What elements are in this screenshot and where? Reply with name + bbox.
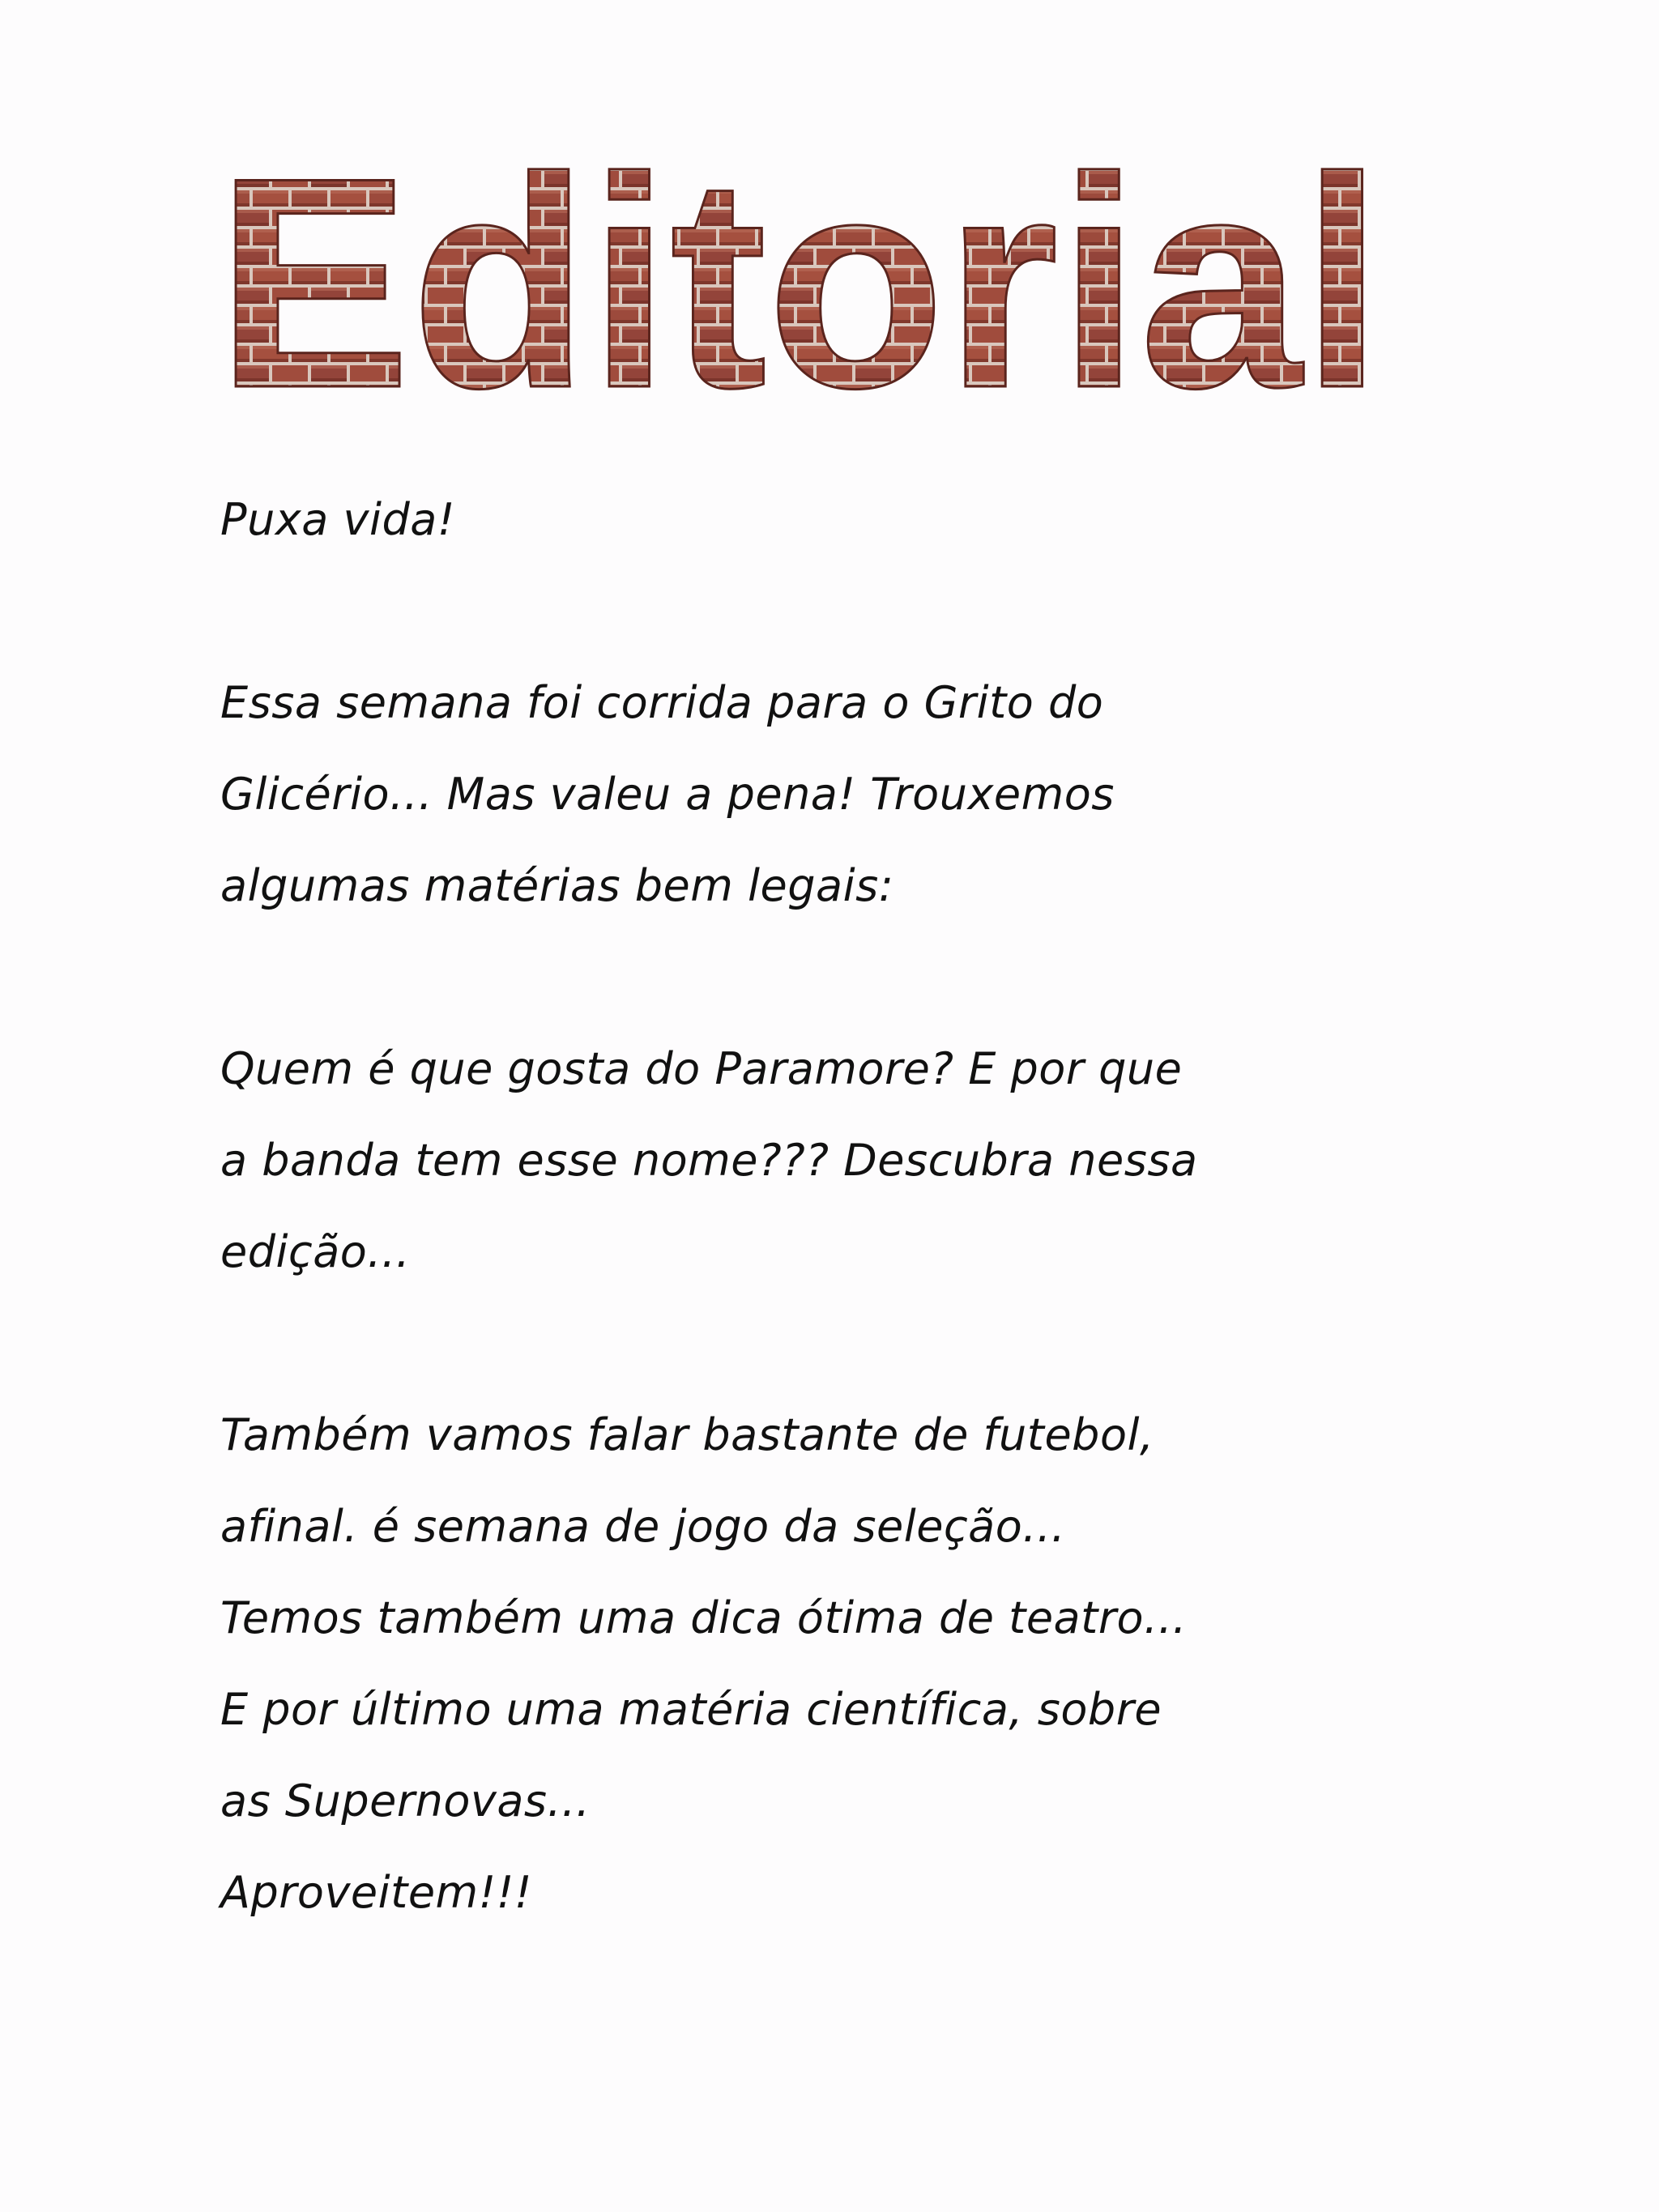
text-line: Glicério... Mas valeu a pena! Trouxemos	[220, 769, 1115, 820]
paragraph-2	[220, 657, 1387, 931]
paragraph-4	[220, 1389, 1387, 1938]
text-line: a banda tem esse nome??? Descubra nessa	[220, 1135, 1198, 1186]
editorial-title: Editorial	[216, 150, 1383, 417]
paragraph-gap	[220, 1298, 1387, 1389]
editorial-title-logo	[212, 150, 1387, 417]
paragraph-1	[220, 474, 1387, 565]
text-line: E por último uma matéria científica, sobre	[220, 1684, 1162, 1735]
text-line: Também vamos falar bastante de futebol,	[220, 1409, 1154, 1460]
text-line: Temos também uma dica ótima de teatro...	[220, 1592, 1188, 1643]
text-line: Puxa vida!	[220, 494, 455, 545]
text-line: Essa semana foi corrida para o Grito do	[220, 677, 1104, 728]
text-line: edição...	[220, 1226, 411, 1277]
paragraph-3	[220, 1023, 1387, 1298]
text-line: as Supernovas...	[220, 1775, 591, 1826]
text-line: afinal. é semana de jogo da seleção...	[220, 1501, 1066, 1552]
brick-title-graphic	[212, 150, 1387, 417]
text-line: Aproveitem!!!	[220, 1867, 533, 1918]
editorial-body	[220, 474, 1387, 1938]
text-line: algumas matérias bem legais:	[220, 860, 894, 911]
paragraph-gap	[220, 565, 1387, 657]
text-line: Quem é que gosta do Paramore? E por que	[220, 1043, 1183, 1094]
paragraph-gap	[220, 931, 1387, 1023]
